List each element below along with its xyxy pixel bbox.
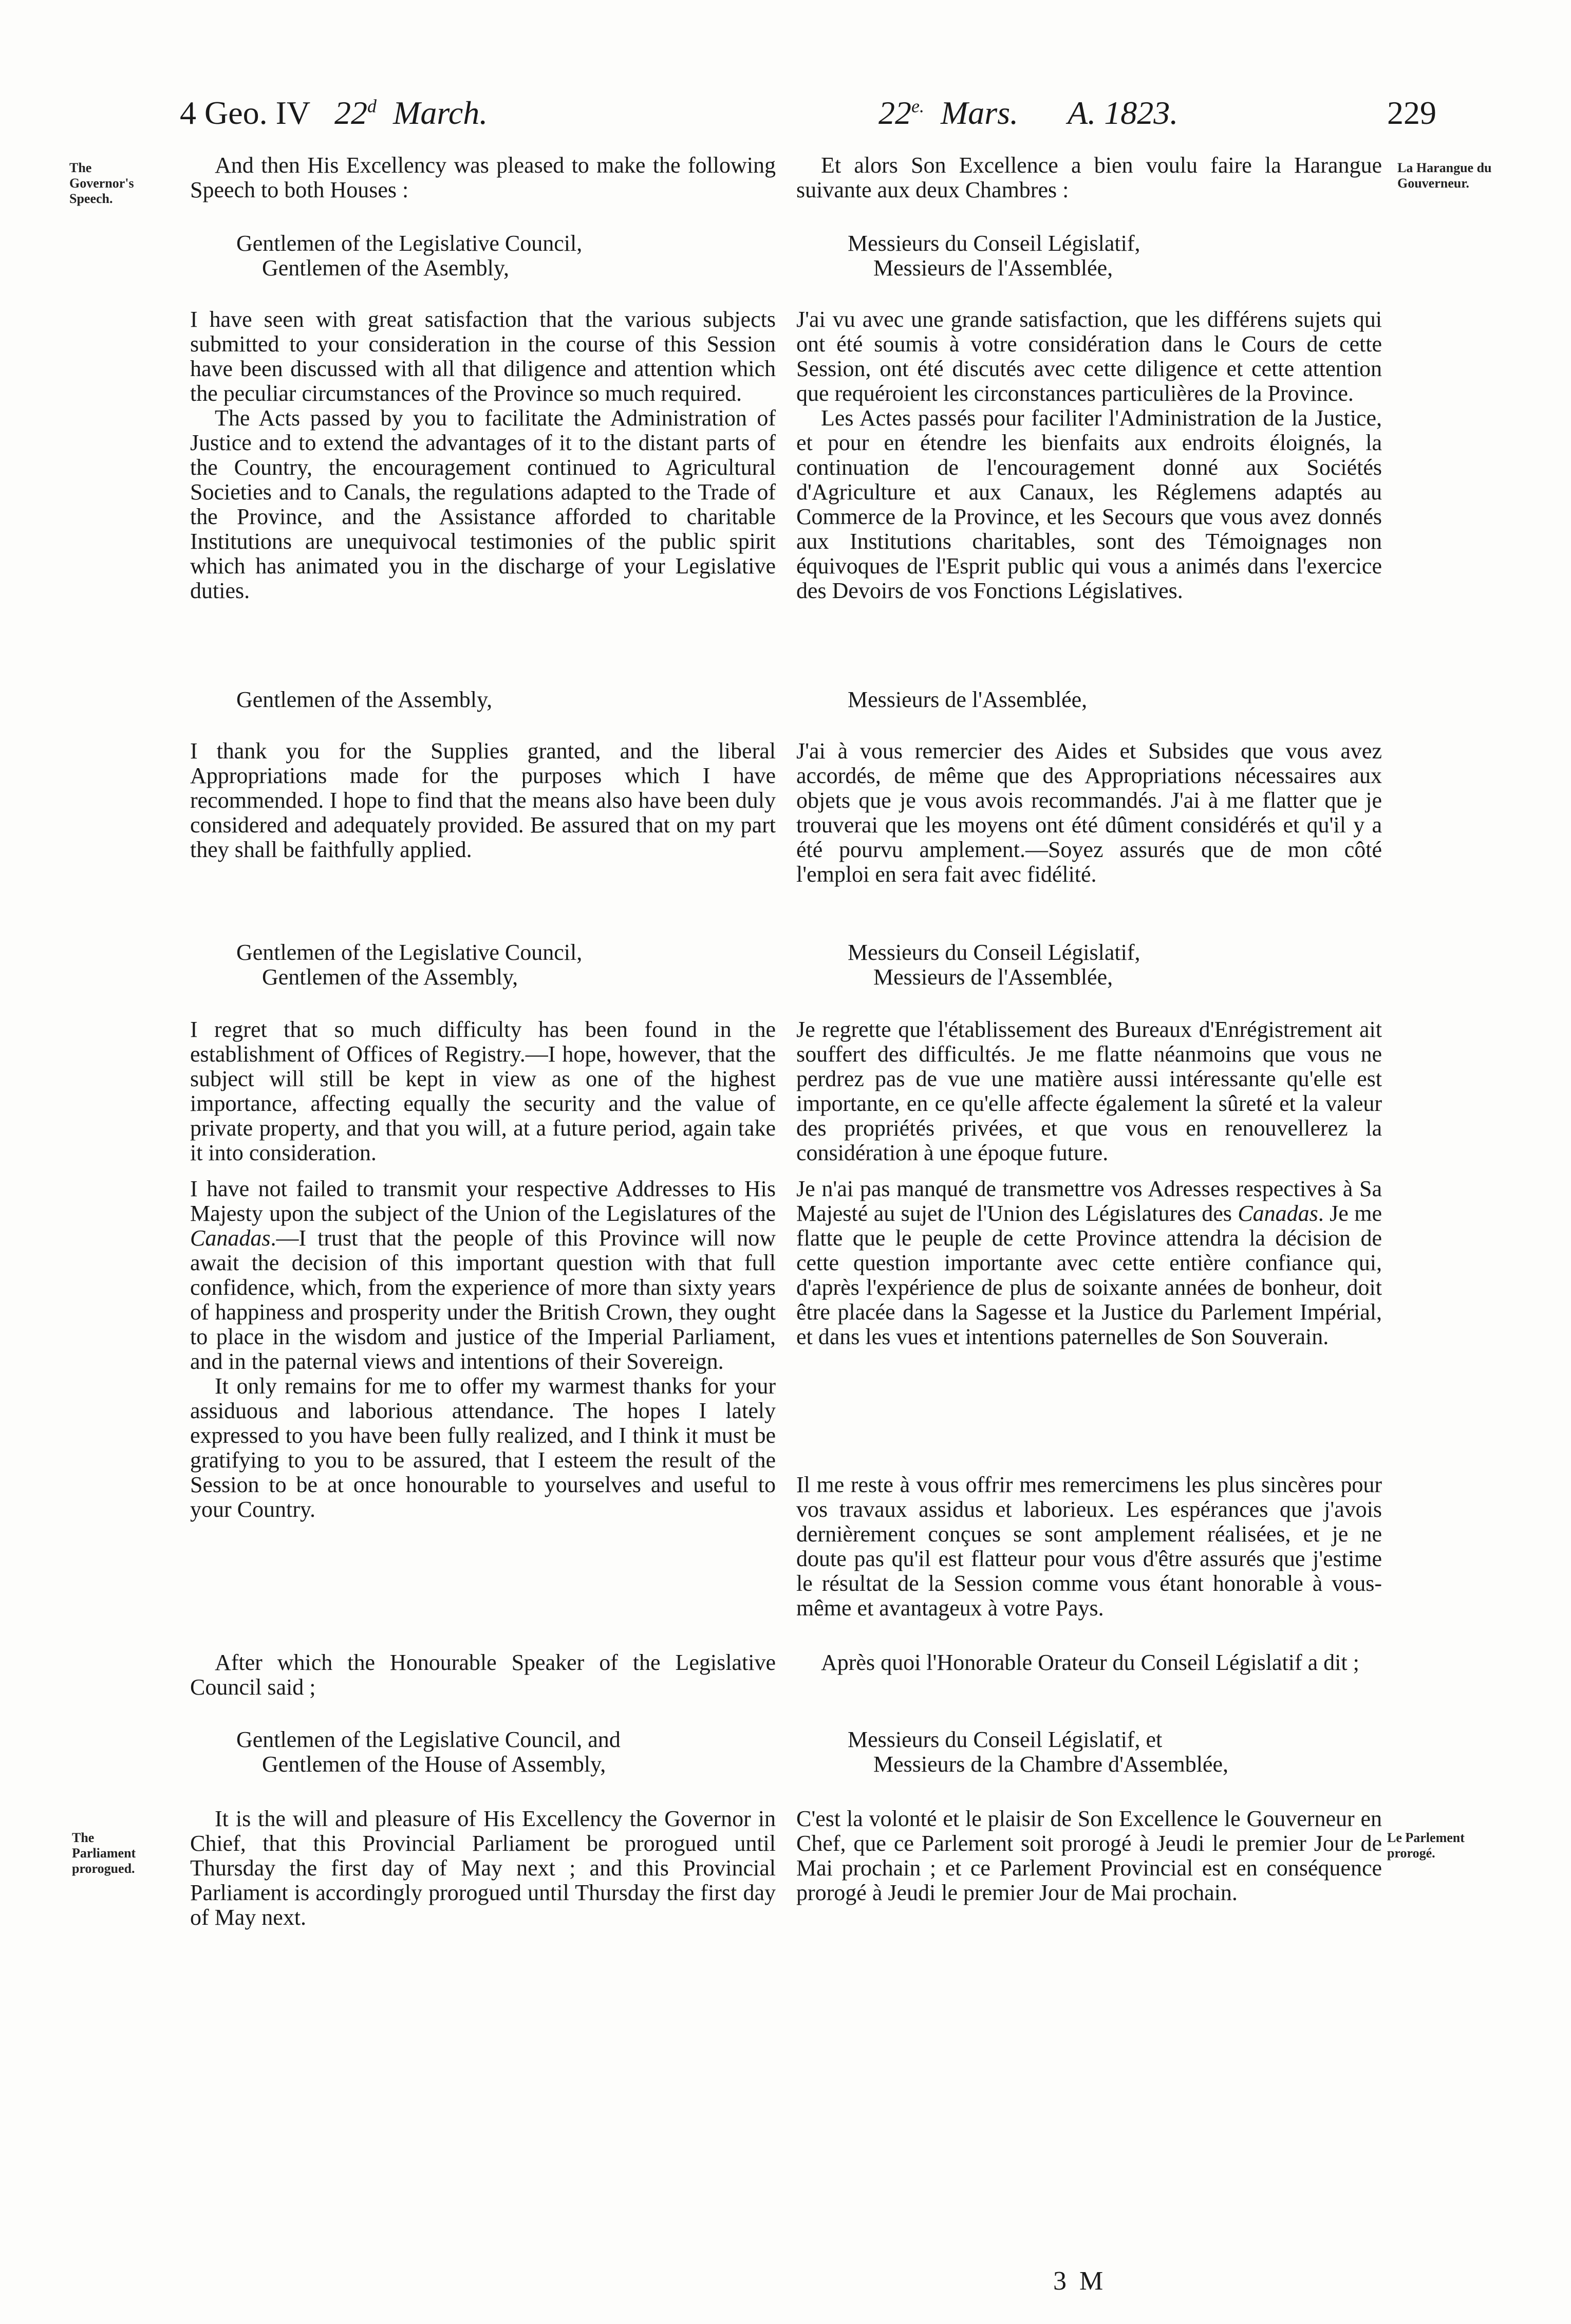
- margin-note-harangue: La Harangue du Gouverneur.: [1397, 160, 1492, 191]
- english-paragraph-4: [190, 1017, 776, 1165]
- year-label: A. 1823.: [1068, 95, 1179, 131]
- french-address-1: [796, 231, 1382, 281]
- page-number: 229: [1387, 95, 1436, 131]
- french-para-5-canadas: Canadas: [1238, 1201, 1318, 1226]
- day-fr-sup: e.: [911, 96, 924, 117]
- margin-note-governors-speech: The Governor's Speech.: [69, 160, 134, 206]
- english-address-3: [190, 940, 776, 990]
- english-intro-text: And then His Excellency was pleased to make the following Speech to both Houses :: [190, 153, 776, 202]
- french-address-3-line-1: Messieurs du Conseil Législatif,: [848, 940, 1140, 965]
- french-paragraph-5: [796, 1177, 1382, 1349]
- english-address-3-line-1: Gentlemen of the Legislative Council,: [236, 940, 583, 965]
- english-speaker-intro: [190, 1650, 776, 1700]
- signature-mark: 3 M: [1053, 2266, 1107, 2296]
- english-speaker-intro-text: After which the Honourable Speaker of the Legislative Council said ;: [190, 1650, 776, 1700]
- english-para-2: The Acts passed by you to facilitate the Administration of Justice and to extend the advantages of it to the distant parts of the Country, the encouragement continued to Agricultural Societies and to Canals, the regulations adapted to the Trade of the Province, and the Assistance afforded to charitable Institutions are unequivocal testimonies of the public spirit which has animated you in the discharge of your Legislative duties.: [190, 405, 776, 603]
- english-para-5: [190, 1177, 776, 1374]
- french-speaker-intro: [796, 1650, 1382, 1675]
- english-prorogation-text: It is the will and pleasure of His Excellency the Governor in Chief, that this Provincial Parliament be prorogued until Thursday the first day of May next ; and this Provincial Parliament is accordingly prorogued until Thursday the first day of May next.: [190, 1806, 776, 1930]
- month-en: March.: [393, 95, 488, 131]
- english-address-4: [190, 1727, 776, 1777]
- french-intro: [796, 153, 1382, 202]
- french-address-4: [796, 1727, 1382, 1777]
- english-para-3: I thank you for the Supplies granted, and the liberal Appropriations made for the purposes which I have recommended. I hope to find that the means also have been duly considered and adequately provided. Be assured that on my part they shall be faithfully applied.: [190, 738, 776, 862]
- french-address-1-line-2: Messieurs de l'Assemblée,: [873, 255, 1113, 281]
- french-para-5: [796, 1177, 1382, 1349]
- french-para-5-end: . Je me flatte que le peuple de cette Province attendra la décision de cette question importante avec cette entière confiance qui, d'après l'expérience de plus de soixante années de bonheur, doit être placée dans la Sagesse et la Justice du Parlement Impérial, et dans les vues et intentions paternelles de Son Souverain.: [796, 1201, 1382, 1349]
- french-address-3-line-2: Messieurs de l'Assemblée,: [873, 964, 1113, 990]
- french-paragraph-4: [796, 1017, 1382, 1165]
- english-para-5-start: I have not failed to transmit your respective Addresses to His Majesty upon the subject of the Union of the Legislatures of the: [190, 1176, 776, 1226]
- english-paragraphs-1: [190, 307, 776, 603]
- margin-note-parlement-proroge: Le Parlement prorogé.: [1387, 1830, 1465, 1861]
- english-paragraphs-5-6: [190, 1177, 776, 1522]
- day-fr: 22: [878, 95, 911, 131]
- running-header-left: [180, 97, 488, 129]
- english-para-1: I have seen with great satisfaction that the various subjects submitted to your consideration in the course of this Session have been discussed with all that diligence and attention which the peculiar circumstances of the Province so much required.: [190, 307, 776, 406]
- english-address-2-line: Gentlemen of the Assembly,: [236, 687, 493, 712]
- english-address-4-line-1: Gentlemen of the Legislative Council, and: [236, 1727, 621, 1752]
- english-prorogation: [190, 1807, 776, 1930]
- english-para-5-end: .—I trust that the people of this Province will now await the decision of this important question with that full confidence, which, from the experience of more than sixty years of happiness and prosperity under the British Crown, they ought to place in the wisdom and justice of the Imperial Parliament, and in the paternal views and intentions of their Sovereign.: [190, 1225, 776, 1374]
- running-header-middle: [878, 97, 1178, 129]
- margin-note-parliament-prorogued: The Parliament prorogued.: [72, 1830, 136, 1876]
- french-address-1-line-1: Messieurs du Conseil Législatif,: [848, 231, 1140, 256]
- english-para-6: It only remains for me to offer my warmest thanks for your assiduous and laborious attendance. The hopes I lately expressed to you have been fully realized, and I think it must be gratifying to you to be assured, that I esteem the result of the Session to be at once honourable to yourselves and useful to your Country.: [190, 1373, 776, 1522]
- french-para-1: J'ai vu avec une grande satisfaction, que les différens sujets qui ont été soumis à votre considération dans le Cours de cette Session, ont été discutés avec cette diligence et cette attention que requéroient les circonstances particulières de la Province.: [796, 307, 1382, 406]
- french-intro-text: Et alors Son Excellence a bien voulu faire la Harangue suivante aux deux Chambres :: [796, 153, 1382, 202]
- french-prorogation-text: C'est la volonté et le plaisir de Son Excellence le Gouverneur en Chef, que ce Parlement soit prorogé à Jeudi le premier Jour de Mai prochain ; et ce Parlement Provincial est en conséquence prorogé à Jeudi le premier Jour de Mai prochain.: [796, 1806, 1382, 1905]
- english-intro: [190, 153, 776, 202]
- english-address-3-line-2: Gentlemen of the Assembly,: [262, 964, 518, 990]
- french-paragraph-6: [796, 1473, 1382, 1621]
- french-address-2-line: Messieurs de l'Assemblée,: [848, 687, 1088, 712]
- french-para-4: Je regrette que l'établissement des Bureaux d'Enrégistrement ait souffert des difficultés. Je me flatte néanmoins que vous ne perdrez pas de vue une matière aussi intéressante qu'elle est importante, en ce qu'elle affecte également la sûreté et la valeur des propriétés privées, et que vous en renouvellerez la considération à une époque future.: [796, 1017, 1382, 1165]
- french-address-3: [796, 940, 1382, 990]
- english-address-1: [190, 231, 776, 281]
- french-para-3: J'ai à vous remercier des Aides et Subsides que vous avez accordés, de même que des Appropriations nécessaires aux objets que je vous avois recommandés. J'ai à me flatter que je trouverai que les moyens ont été dûment considérés et qu'il y a été pourvu amplement.—Soyez assurés que de mon côté l'emploi en sera fait avec fidélité.: [796, 738, 1382, 887]
- french-speaker-intro-text: Après quoi l'Honorable Orateur du Conseil Législatif a dit ;: [821, 1650, 1359, 1675]
- french-address-2: [796, 687, 1382, 712]
- english-address-1-line-1: Gentlemen of the Legislative Council,: [236, 231, 583, 256]
- english-para-5-canadas: Canadas: [190, 1225, 271, 1251]
- french-prorogation: [796, 1807, 1382, 1905]
- english-address-4-line-2: Gentlemen of the House of Assembly,: [262, 1752, 606, 1777]
- french-address-4-line-1: Messieurs du Conseil Législatif, et: [848, 1727, 1163, 1752]
- french-paragraph-3: [796, 739, 1382, 887]
- day-en: 22: [334, 95, 367, 131]
- month-fr: Mars.: [940, 95, 1019, 131]
- english-address-2: [190, 687, 776, 712]
- french-paragraphs-1: [796, 307, 1382, 603]
- english-paragraph-3: [190, 739, 776, 862]
- french-para-2: Les Actes passés pour faciliter l'Administration de la Justice, et pour en étendre les bienfaits aux endroits éloignés, la continuation de l'encouragement donné aux Sociétés d'Agriculture et aux Canaux, les Réglemens adaptés au Commerce de la Province, et les Secours que vous avez donnés aux Institutions charitables, sont des Témoignages non équivoques de l'Esprit public qui vous a animés dans l'exercice des Devoirs de vos Fonctions Législatives.: [796, 405, 1382, 603]
- french-para-5-start: Je n'ai pas manqué de transmettre vos Adresses respectives à Sa Majesté au sujet de l'Union des Législatures des: [796, 1176, 1382, 1226]
- english-para-4: I regret that so much difficulty has been found in the establishment of Offices of Registry.—I hope, however, that the subject will still be kept in view as one of the highest importance, affecting equally the security and the value of private property, and that you will, at a future period, again take it into consideration.: [190, 1017, 776, 1165]
- french-para-6: Il me reste à vous offrir mes remercimens les plus sincères pour vos travaux assidus et laborieux. Les espérances que j'avois dernièrement conçues se sont amplement réalisées, et je ne doute pas qu'il est flatteur pour vous d'être assurés que j'estime le résultat de la Session comme vous étant honorable à vous-même et avantageux à votre Pays.: [796, 1472, 1382, 1621]
- reign-label: 4 Geo. IV: [180, 95, 310, 131]
- french-address-4-line-2: Messieurs de la Chambre d'Assemblée,: [873, 1752, 1228, 1777]
- day-en-sup: d: [367, 96, 377, 117]
- english-address-1-line-2: Gentlemen of the Asembly,: [262, 255, 510, 281]
